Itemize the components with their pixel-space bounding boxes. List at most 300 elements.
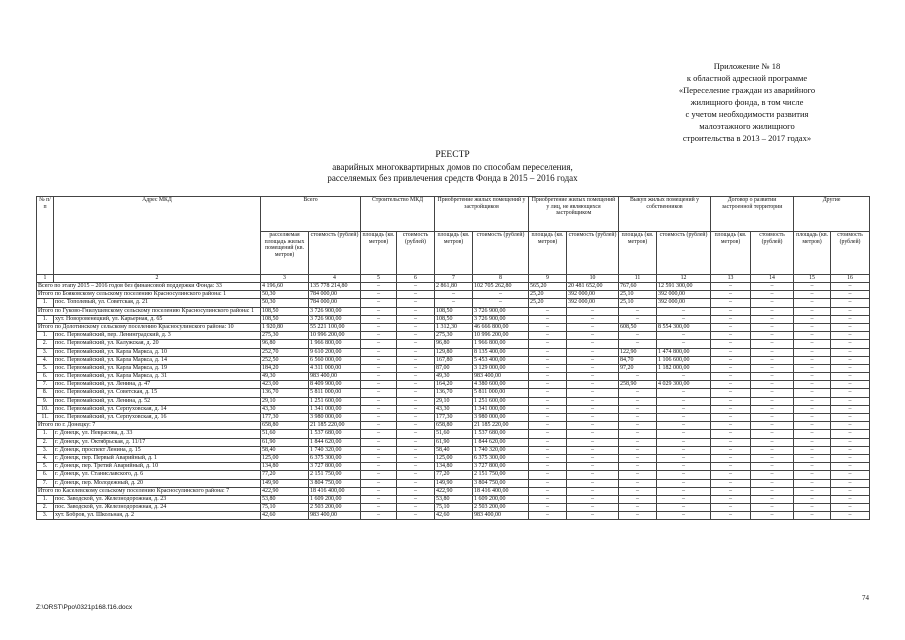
column-number: 1 xyxy=(37,275,54,283)
value-cell: – xyxy=(794,364,831,372)
row-number: 9. xyxy=(37,397,54,405)
registry-table xyxy=(36,196,870,520)
value-cell: 1 251 600,00 xyxy=(309,397,361,405)
value-cell: – xyxy=(711,323,751,331)
value-cell: – xyxy=(397,389,435,397)
value-cell: – xyxy=(794,438,831,446)
value-cell: – xyxy=(567,332,619,340)
address-cell: пос. Первомайский, ул. Ленина, д. 47 xyxy=(54,381,261,389)
row-number: 3. xyxy=(37,446,54,454)
value-cell: – xyxy=(529,422,567,430)
value-cell: – xyxy=(794,471,831,479)
value-cell: – xyxy=(711,397,751,405)
value-cell: – xyxy=(711,332,751,340)
value-cell: 42,60 xyxy=(435,512,473,520)
value-cell: 29,10 xyxy=(261,397,309,405)
value-cell: 58,40 xyxy=(261,446,309,454)
value-cell: – xyxy=(794,332,831,340)
value-cell: – xyxy=(397,299,435,307)
value-cell: – xyxy=(397,463,435,471)
row-number: 4. xyxy=(37,454,54,462)
value-cell: – xyxy=(711,454,751,462)
table-row xyxy=(37,471,870,479)
value-cell: 983 400,00 xyxy=(473,373,529,381)
value-cell: 21 185 220,00 xyxy=(473,422,529,430)
row-number: 1. xyxy=(37,315,54,323)
value-cell: – xyxy=(831,364,870,372)
value-cell: – xyxy=(361,340,397,348)
value-cell: 983 400,00 xyxy=(309,373,361,381)
value-cell: – xyxy=(619,446,657,454)
value-cell: – xyxy=(619,414,657,422)
value-cell: – xyxy=(711,512,751,520)
subheader-area: площадь (кв. метров) xyxy=(619,232,657,275)
value-cell: 29,10 xyxy=(435,397,473,405)
value-cell: – xyxy=(711,299,751,307)
value-cell: – xyxy=(751,487,794,495)
value-cell: – xyxy=(794,389,831,397)
value-cell: 75,10 xyxy=(261,504,309,512)
value-cell: 767,60 xyxy=(619,283,657,291)
value-cell: – xyxy=(831,307,870,315)
value-cell: – xyxy=(751,479,794,487)
value-cell: 51,60 xyxy=(261,430,309,438)
value-cell: – xyxy=(361,438,397,446)
column-number: 2 xyxy=(54,275,261,283)
value-cell: – xyxy=(711,504,751,512)
value-cell: 4 380 600,00 xyxy=(473,381,529,389)
table-row xyxy=(37,364,870,372)
value-cell: – xyxy=(751,471,794,479)
value-cell: – xyxy=(711,463,751,471)
address-cell: г. Донецк, пер. Первый Аварийный, д. 1 xyxy=(54,454,261,462)
value-cell: – xyxy=(397,364,435,372)
value-cell: 2 861,80 xyxy=(435,283,473,291)
value-cell: 167,80 xyxy=(435,356,473,364)
value-cell: – xyxy=(831,348,870,356)
address-cell: хут. Новоровенецкий, ул. Карьерная, д. 65 xyxy=(54,315,261,323)
value-cell: – xyxy=(529,487,567,495)
table-row xyxy=(37,405,870,413)
row-number: 5. xyxy=(37,463,54,471)
value-cell: – xyxy=(831,479,870,487)
page-number: 74 xyxy=(862,594,869,602)
value-cell: 136,70 xyxy=(261,389,309,397)
value-cell: 422,90 xyxy=(435,487,473,495)
column-number: 3 xyxy=(261,275,309,283)
subheader-cost: стоимость (рублей) xyxy=(567,232,619,275)
value-cell: – xyxy=(361,463,397,471)
address-cell: пос. Первомайский, ул. Карла Маркса, д. 19 xyxy=(54,364,261,372)
value-cell: 97,20 xyxy=(619,364,657,372)
value-cell: – xyxy=(831,504,870,512)
value-cell: – xyxy=(711,291,751,299)
value-cell: – xyxy=(751,373,794,381)
subheader-area: площадь (кв. метров) xyxy=(435,232,473,275)
table-row xyxy=(37,504,870,512)
row-number: 6. xyxy=(37,471,54,479)
value-cell: 6 560 000,00 xyxy=(309,356,361,364)
value-cell: 55 221 100,00 xyxy=(309,323,361,331)
value-cell: – xyxy=(567,414,619,422)
value-cell: – xyxy=(794,446,831,454)
value-cell: 3 980 000,00 xyxy=(309,414,361,422)
address-cell: г. Донецк, пер. Третий Аварийный, д. 10 xyxy=(54,463,261,471)
value-cell: – xyxy=(751,454,794,462)
value-cell: – xyxy=(567,340,619,348)
value-cell: 8 554 300,00 xyxy=(657,323,711,331)
table-row xyxy=(37,381,870,389)
value-cell: 1 966 800,00 xyxy=(309,340,361,348)
value-cell: – xyxy=(831,471,870,479)
value-cell: – xyxy=(619,340,657,348)
value-cell: – xyxy=(529,315,567,323)
value-cell: 3 727 800,00 xyxy=(309,463,361,471)
value-cell: – xyxy=(794,348,831,356)
address-cell: пос. Первомайский, ул. Карла Маркса, д. 31 xyxy=(54,373,261,381)
row-number: 4. xyxy=(37,356,54,364)
value-cell: – xyxy=(529,356,567,364)
header-other: Другие xyxy=(794,197,870,232)
row-number: 2. xyxy=(37,438,54,446)
value-cell: – xyxy=(397,495,435,503)
value-cell: – xyxy=(711,315,751,323)
value-cell: – xyxy=(529,332,567,340)
summary-row xyxy=(37,487,870,495)
value-cell: – xyxy=(794,307,831,315)
value-cell: – xyxy=(619,405,657,413)
summary-row xyxy=(37,422,870,430)
value-cell: – xyxy=(567,348,619,356)
title-word: РЕЕСТР xyxy=(435,150,470,160)
summary-row xyxy=(37,307,870,315)
value-cell: 125,00 xyxy=(435,454,473,462)
value-cell: – xyxy=(567,356,619,364)
value-cell: – xyxy=(831,340,870,348)
value-cell: 3 129 000,00 xyxy=(473,364,529,372)
value-cell: – xyxy=(794,381,831,389)
row-number: 6. xyxy=(37,373,54,381)
value-cell: 1 844 620,00 xyxy=(473,438,529,446)
value-cell: – xyxy=(711,340,751,348)
value-cell: 8 409 900,00 xyxy=(309,381,361,389)
value-cell: 125,00 xyxy=(261,454,309,462)
value-cell: 3 726 900,00 xyxy=(309,315,361,323)
value-cell: – xyxy=(529,364,567,372)
value-cell: – xyxy=(711,479,751,487)
value-cell: – xyxy=(529,454,567,462)
value-cell: 20 481 652,00 xyxy=(567,283,619,291)
value-cell: – xyxy=(361,446,397,454)
value-cell: – xyxy=(529,405,567,413)
value-cell: – xyxy=(657,446,711,454)
value-cell: – xyxy=(794,373,831,381)
value-cell: 25,20 xyxy=(529,299,567,307)
value-cell: 5 453 400,00 xyxy=(473,356,529,364)
value-cell: 10 996 200,00 xyxy=(473,332,529,340)
row-number: 1. xyxy=(37,332,54,340)
value-cell: – xyxy=(711,348,751,356)
row-number: 8. xyxy=(37,389,54,397)
subheader-area: площадь (кв. метров) xyxy=(711,232,751,275)
value-cell: – xyxy=(361,323,397,331)
value-cell: – xyxy=(619,389,657,397)
value-cell: – xyxy=(711,356,751,364)
value-cell: – xyxy=(657,340,711,348)
value-cell: 134,80 xyxy=(435,463,473,471)
value-cell: – xyxy=(657,307,711,315)
value-cell: – xyxy=(794,315,831,323)
table-row xyxy=(37,454,870,462)
value-cell: – xyxy=(711,283,751,291)
value-cell: – xyxy=(794,356,831,364)
value-cell: – xyxy=(794,323,831,331)
value-cell: 18 416 400,00 xyxy=(309,487,361,495)
value-cell: 1 312,30 xyxy=(435,323,473,331)
value-cell: 658,80 xyxy=(435,422,473,430)
value-cell: 4 029 300,00 xyxy=(657,381,711,389)
value-cell: 135 778 214,80 xyxy=(309,283,361,291)
value-cell: – xyxy=(831,389,870,397)
value-cell: – xyxy=(657,471,711,479)
value-cell: 1 920,80 xyxy=(261,323,309,331)
table-row xyxy=(37,414,870,422)
value-cell: 96,80 xyxy=(435,340,473,348)
value-cell: – xyxy=(751,307,794,315)
subheader-area-settled: расселяемая площадь жилых помещений (кв. метров) xyxy=(261,232,309,275)
column-number: 6 xyxy=(397,275,435,283)
value-cell: – xyxy=(397,348,435,356)
column-number: 16 xyxy=(831,275,870,283)
value-cell: – xyxy=(657,315,711,323)
subheader-cost: стоимость (рублей) xyxy=(309,232,361,275)
value-cell: 983 400,00 xyxy=(473,512,529,520)
address-cell: пос. Первомайский, ул. Карла Маркса, д. 14 xyxy=(54,356,261,364)
value-cell: 18 416 400,00 xyxy=(473,487,529,495)
value-cell: 1 537 680,00 xyxy=(309,430,361,438)
value-cell: – xyxy=(567,364,619,372)
value-cell: 108,50 xyxy=(261,307,309,315)
value-cell: 1 251 600,00 xyxy=(473,397,529,405)
value-cell: 2 151 750,00 xyxy=(309,471,361,479)
value-cell: – xyxy=(397,414,435,422)
value-cell: 252,50 xyxy=(261,356,309,364)
value-cell: – xyxy=(529,381,567,389)
value-cell: – xyxy=(529,397,567,405)
column-number: 12 xyxy=(657,275,711,283)
row-number: 7. xyxy=(37,479,54,487)
subheader-cost: стоимость (рублей) xyxy=(473,232,529,275)
value-cell: – xyxy=(751,332,794,340)
value-cell: – xyxy=(361,454,397,462)
value-cell: – xyxy=(831,323,870,331)
value-cell: – xyxy=(794,414,831,422)
value-cell: – xyxy=(397,332,435,340)
value-cell: – xyxy=(794,512,831,520)
value-cell: – xyxy=(361,414,397,422)
value-cell: – xyxy=(397,323,435,331)
value-cell: – xyxy=(619,454,657,462)
value-cell: – xyxy=(751,446,794,454)
value-cell: – xyxy=(619,430,657,438)
value-cell: – xyxy=(657,414,711,422)
value-cell: 177,30 xyxy=(435,414,473,422)
column-number: 10 xyxy=(567,275,619,283)
value-cell: – xyxy=(397,446,435,454)
value-cell: 4 311 000,00 xyxy=(309,364,361,372)
value-cell: – xyxy=(361,283,397,291)
value-cell: – xyxy=(831,446,870,454)
value-cell: – xyxy=(751,405,794,413)
value-cell: 43,30 xyxy=(435,405,473,413)
value-cell: – xyxy=(567,471,619,479)
appendix-line: Приложение № 18 xyxy=(713,61,781,71)
value-cell: 784 000,00 xyxy=(309,299,361,307)
appendix-line: «Переселение граждан из аварийного xyxy=(678,85,816,95)
value-cell: – xyxy=(831,283,870,291)
table-row xyxy=(37,397,870,405)
value-cell: – xyxy=(397,512,435,520)
value-cell: 108,50 xyxy=(435,307,473,315)
value-cell: – xyxy=(619,463,657,471)
value-cell: 3 804 750,00 xyxy=(473,479,529,487)
value-cell: – xyxy=(619,495,657,503)
value-cell: 5 811 000,00 xyxy=(309,389,361,397)
value-cell: – xyxy=(831,463,870,471)
value-cell: – xyxy=(361,512,397,520)
address-cell: пос. Заводской, ул. Железнодорожная, д. 23 xyxy=(54,495,261,503)
value-cell: – xyxy=(657,438,711,446)
value-cell: – xyxy=(751,283,794,291)
value-cell: 6 375 300,00 xyxy=(309,454,361,462)
value-cell: – xyxy=(831,487,870,495)
value-cell: 122,90 xyxy=(619,348,657,356)
value-cell: – xyxy=(529,323,567,331)
value-cell: – xyxy=(567,438,619,446)
table-row xyxy=(37,348,870,356)
value-cell: – xyxy=(567,454,619,462)
value-cell: – xyxy=(361,430,397,438)
value-cell: – xyxy=(711,446,751,454)
header-total: Всего xyxy=(261,197,361,232)
value-cell: 3 980 000,00 xyxy=(473,414,529,422)
value-cell: – xyxy=(567,307,619,315)
value-cell: – xyxy=(751,315,794,323)
value-cell: 6 375 300,00 xyxy=(473,454,529,462)
value-cell: – xyxy=(361,389,397,397)
address-cell: пос. Первомайский, ул. Советская, д. 15 xyxy=(54,389,261,397)
value-cell: – xyxy=(397,340,435,348)
value-cell: – xyxy=(397,479,435,487)
value-cell: – xyxy=(831,438,870,446)
value-cell: – xyxy=(711,373,751,381)
value-cell: – xyxy=(831,299,870,307)
value-cell: – xyxy=(529,495,567,503)
column-number: 8 xyxy=(473,275,529,283)
header-territory: Договор о развитии застроенной территории xyxy=(711,197,794,232)
value-cell: – xyxy=(751,495,794,503)
value-cell: – xyxy=(831,332,870,340)
value-cell: – xyxy=(751,422,794,430)
value-cell: – xyxy=(831,397,870,405)
value-cell: 3 804 750,00 xyxy=(309,479,361,487)
file-path-footer: Z:\ORST\Ppo\0321p168.f16.docx xyxy=(36,604,133,611)
value-cell: – xyxy=(657,405,711,413)
value-cell: – xyxy=(794,430,831,438)
value-cell: – xyxy=(397,438,435,446)
value-cell: – xyxy=(361,364,397,372)
value-cell: – xyxy=(397,315,435,323)
value-cell: – xyxy=(711,405,751,413)
table-row xyxy=(37,373,870,381)
value-cell: – xyxy=(529,373,567,381)
address-cell: пос. Первомайский, пер. Ленинградский, д. 3 xyxy=(54,332,261,340)
value-cell: – xyxy=(529,463,567,471)
value-cell: – xyxy=(361,307,397,315)
value-cell: – xyxy=(435,299,473,307)
subheader-area: площадь (кв. метров) xyxy=(529,232,567,275)
value-cell: – xyxy=(794,283,831,291)
value-cell: 134,80 xyxy=(261,463,309,471)
value-cell: 658,80 xyxy=(261,422,309,430)
table-row xyxy=(37,495,870,503)
value-cell: – xyxy=(529,307,567,315)
value-cell: – xyxy=(657,487,711,495)
value-cell: 1 106 600,00 xyxy=(657,356,711,364)
value-cell: – xyxy=(751,323,794,331)
value-cell: – xyxy=(567,512,619,520)
value-cell: 96,80 xyxy=(261,340,309,348)
address-cell: пос. Первомайский, ул. Ленина, д. 52 xyxy=(54,397,261,405)
header-address: Адрес МКД xyxy=(54,197,261,275)
value-cell: 51,60 xyxy=(435,430,473,438)
summary-label: Всего по этапу 2015 – 2016 годов без финансовой поддержки Фонда: 33 xyxy=(37,283,261,291)
value-cell: 2 503 200,00 xyxy=(309,504,361,512)
value-cell: – xyxy=(397,356,435,364)
value-cell: 2 503 200,00 xyxy=(473,504,529,512)
value-cell: – xyxy=(751,364,794,372)
value-cell: – xyxy=(361,405,397,413)
value-cell: – xyxy=(751,397,794,405)
value-cell: 50,30 xyxy=(261,299,309,307)
column-number: 15 xyxy=(794,275,831,283)
value-cell: 1 341 000,00 xyxy=(309,405,361,413)
row-number: 3. xyxy=(37,348,54,356)
value-cell: 784 000,00 xyxy=(309,291,361,299)
value-cell: – xyxy=(361,356,397,364)
value-cell: – xyxy=(751,430,794,438)
value-cell: 50,30 xyxy=(261,291,309,299)
address-cell: пос. Первомайский, ул. Серпуховская, д. 14 xyxy=(54,405,261,413)
value-cell: 1 844 620,00 xyxy=(309,438,361,446)
value-cell: – xyxy=(361,397,397,405)
value-cell: – xyxy=(794,299,831,307)
header-num: № п/п xyxy=(37,197,54,275)
value-cell: – xyxy=(657,495,711,503)
row-number: 3. xyxy=(37,512,54,520)
table-row xyxy=(37,299,870,307)
value-cell: – xyxy=(619,332,657,340)
column-number: 13 xyxy=(711,275,751,283)
value-cell: 42,60 xyxy=(261,512,309,520)
subheader-cost: стоимость (рублей) xyxy=(657,232,711,275)
appendix-line: малоэтажного жилищного xyxy=(699,121,795,131)
value-cell: – xyxy=(397,381,435,389)
value-cell: 2 151 750,00 xyxy=(473,471,529,479)
address-cell: г. Донецк, проспект Ленина, д. 15 xyxy=(54,446,261,454)
column-number: 14 xyxy=(751,275,794,283)
value-cell: – xyxy=(657,397,711,405)
